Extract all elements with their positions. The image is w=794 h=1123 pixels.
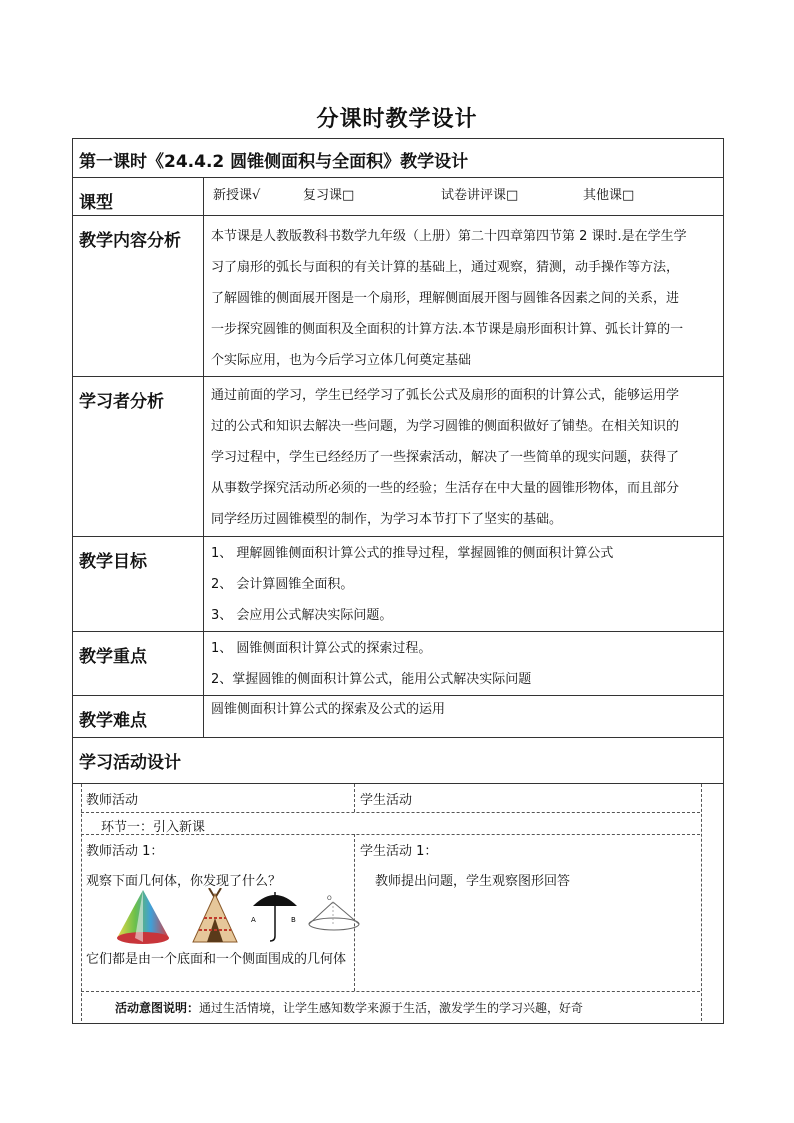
option-other: 其他课□: [583, 188, 635, 203]
difficult-points-text: 圆锥侧面积计算公式的探索及公式的运用: [204, 696, 724, 738]
teacher-conclusion: 它们都是由一个底面和一个侧面围成的几何体: [86, 952, 347, 967]
student-activity-header: 学生活动: [360, 793, 413, 808]
course-type-label: 课型: [73, 178, 204, 216]
teacher-question: 观察下面几何体，你发现了什么？: [86, 874, 282, 889]
student-activity-title: 学生活动 1：: [360, 844, 438, 859]
section-one-title: 环节一：引入新课: [101, 820, 206, 835]
intent-text: 通过生活情境，让学生感知数学来源于生活，激发学生的学习兴趣，好奇: [199, 1001, 584, 1015]
activity-intent: [115, 999, 583, 1016]
content-line: 个实际应用，也为今后学习立体几何奠定基础: [211, 353, 472, 368]
activity-design-area: [73, 784, 724, 1024]
difficult-points-label: 教学难点: [73, 696, 204, 738]
svg-text:A: A: [251, 916, 256, 924]
learner-line: 学习过程中，学生已经经历了一些探索活动，解决了一些简单的现实问题，获得了: [211, 450, 680, 465]
svg-text:B: B: [291, 916, 296, 924]
option-review: 复习课□: [303, 188, 355, 203]
learner-line: 同学经历过圆锥模型的制作，为学习本节打下了坚实的基础。: [211, 512, 563, 527]
intent-label: 活动意图说明：: [115, 1001, 200, 1015]
teepee-icon: [193, 888, 237, 942]
option-new-lesson: 新授课√: [213, 188, 261, 203]
page-title: 分课时教学设计: [316, 107, 478, 132]
content-line: 一步探究圆锥的侧面积及全面积的计算方法.本节课是扇形面积计算、弧长计算的一: [211, 322, 684, 337]
goal-item: 2、 会计算圆锥全面积。: [211, 577, 354, 592]
content-line: 本节课是人教版教科书数学九年级（上册）第二十四章第四节第 2 课时.是在学生学: [211, 229, 687, 244]
goal-item: 3、 会应用公式解决实际问题。: [211, 608, 393, 623]
learner-line: 过的公式和知识去解决一些问题，为学习圆锥的侧面积做好了铺垫。在相关知识的: [211, 419, 680, 434]
key-point-item: 2、掌握圆锥的侧面积计算公式，能用公式解决实际问题: [211, 672, 532, 687]
content-line: 习了扇形的弧长与面积的有关计算的基础上，通过观察，猜测，动手操作等方法，: [211, 260, 680, 275]
learner-line: 通过前面的学习，学生已经学习了弧长公式及扇形的面积的计算公式，能够运用学: [211, 388, 680, 403]
content-analysis-label: 教学内容分析: [73, 216, 204, 377]
learner-line: 从事数学探究活动所必须的一些的经验；生活存在中大量的圆锥形物体，而且部分: [211, 481, 680, 496]
geometry-images: [113, 888, 363, 948]
learner-analysis-text: [204, 377, 724, 537]
lesson-design-table: [72, 138, 724, 1024]
learner-analysis-label: 学习者分析: [73, 377, 204, 537]
teacher-activity-header: 教师活动: [86, 793, 139, 808]
student-activity-text: 教师提出问题，学生观察图形回答: [375, 874, 571, 889]
umbrella-icon: [251, 892, 297, 941]
sector-cone-icon: [309, 895, 359, 930]
content-line: 了解圆锥的侧面展开图是一个扇形，理解侧面展开图与圆锥各因素之间的关系，进: [211, 291, 680, 306]
option-exam-review: 试卷讲评课□: [441, 188, 519, 203]
teaching-goals-label: 教学目标: [73, 537, 204, 632]
teaching-goals-list: [204, 537, 724, 632]
key-points-list: [204, 632, 724, 696]
teacher-activity-title: 教师活动 1：: [86, 844, 164, 859]
lesson-title: 第一课时《24.4.2 圆锥侧面积与全面积》教学设计: [73, 139, 724, 178]
activity-design-label: 学习活动设计: [73, 738, 724, 784]
course-type-options: [204, 178, 724, 216]
svg-text:O: O: [327, 895, 332, 902]
content-analysis-text: [204, 216, 724, 377]
key-point-item: 1、 圆锥侧面积计算公式的探索过程。: [211, 641, 432, 656]
goal-item: 1、 理解圆锥侧面积计算公式的推导过程，掌握圆锥的侧面积计算公式: [211, 546, 614, 561]
key-points-label: 教学重点: [73, 632, 204, 696]
cone-icon: [117, 890, 169, 944]
